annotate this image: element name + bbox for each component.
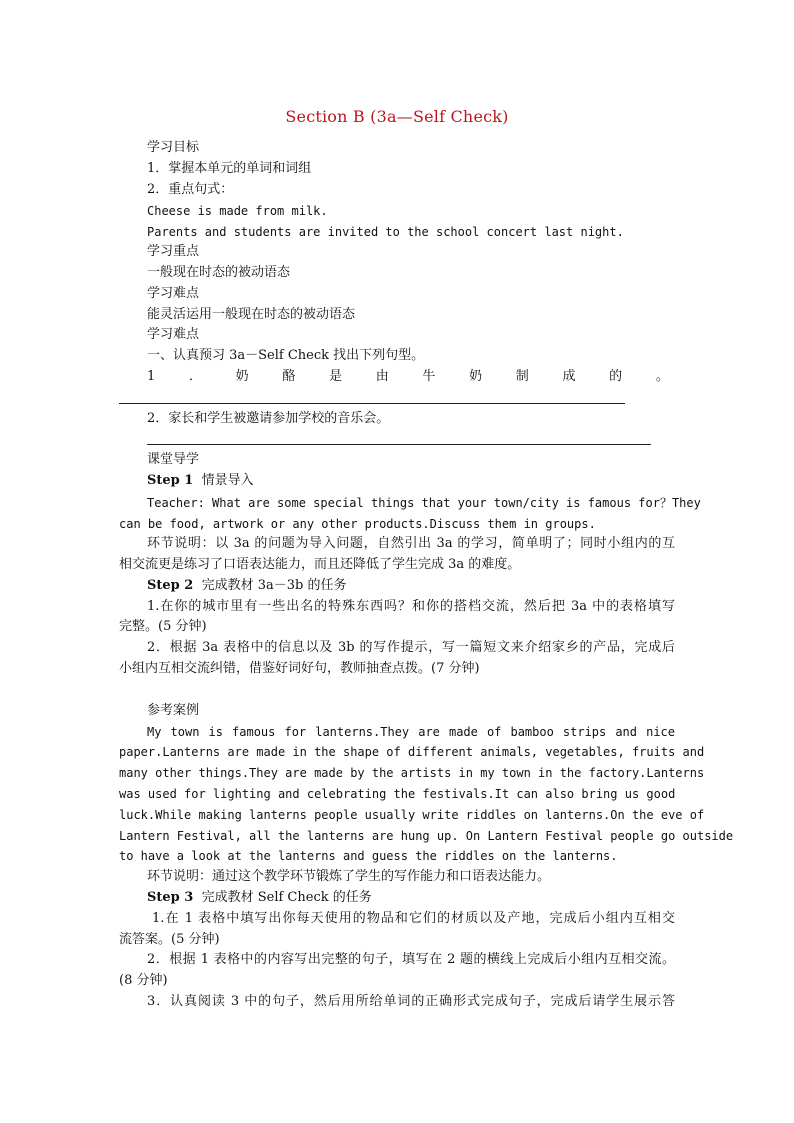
reference-line: My town is famous for lanterns.They are made of bamboo strips and nice [147, 725, 675, 739]
step-3-item-1-line-2: 流答案。(5 分钟) [119, 932, 220, 947]
reference-line: luck.While making lanterns people usually write riddles on lanterns.On the eve of [119, 808, 705, 822]
reference-line: Lantern Festival, all the lanterns are hung up. On Lantern Festival people go outside [119, 829, 734, 843]
step-2-title: 完成教材 3a－3b 的任务 [201, 578, 347, 593]
question-1 [147, 367, 669, 387]
step-2-item-2-line-1: 2．根据 3a 表格中的信息以及 3b 的写作提示，写一篇短文来介绍家乡的产品，完成后 [147, 640, 675, 655]
reference-line: to have a look at the lanterns and guess the riddles on the lanterns. [119, 849, 618, 863]
step-3-item-1-line-1: 1.在 1 表格中填写出你每天使用的物品和它们的材质以及产地，完成后小组内互相交 [152, 911, 675, 926]
key-points-text: 一般现在时态的被动语态 [147, 265, 291, 280]
question-2: 2．家长和学生被邀请参加学校的音乐会。 [147, 411, 390, 426]
step-1-heading [147, 471, 254, 491]
preview-task: 一、认真预习 3a－Self Check 找出下列句型。 [147, 348, 425, 363]
guide-heading: 课堂导学 [147, 452, 200, 467]
q1-char: 奶 [469, 369, 483, 384]
q1-char: 酪 [282, 369, 296, 384]
step-1-title: 情景导入 [201, 473, 254, 488]
step-3-label: Step 3 [147, 890, 194, 905]
key-sentence-2: Parents and students are invited to the school concert last night. [147, 225, 624, 239]
preview-heading: 学习难点 [147, 327, 200, 342]
difficulties-text: 能灵活运用一般现在时态的被动语态 [147, 307, 356, 322]
q1-char: 牛 [422, 369, 436, 384]
q1-char: 制 [515, 369, 529, 384]
note-1-line-1: 环节说明：以 3a 的问题为导入问题，自然引出 3a 的学习，简单明了；同时小组内的互 [147, 536, 675, 551]
teacher-line-1: Teacher: What are some special things that your town/city is famous for？They [147, 496, 701, 510]
step-2-label: Step 2 [147, 578, 194, 593]
key-sentence-1: Cheese is made from milk. [147, 204, 328, 218]
q1-char: ． [188, 369, 202, 384]
page-title: Section B (3a—Self Check) [285, 107, 509, 126]
step-3-item-3-line-1: 3．认真阅读 3 中的句子，然后用所给单词的正确形式完成句子，完成后请学生展示答 [147, 994, 675, 1009]
reference-line: many other things.They are made by the artists in my town in the factory.Lanterns [119, 766, 705, 780]
step-3-item-2-line-1: 2．根据 1 表格中的内容写出完整的句子，填写在 2 题的横线上完成后小组内互相交流。 [147, 952, 675, 967]
q1-char: 由 [375, 369, 389, 384]
q1-char: 是 [329, 369, 343, 384]
objectives-heading: 学习目标 [147, 140, 200, 155]
q1-char: 1 [147, 369, 156, 384]
step-2-item-1-line-2: 完整。(5 分钟) [119, 619, 207, 634]
objective-item-1: 1．掌握本单元的单词和词组 [147, 161, 312, 176]
note-1-line-2: 相交流更是练习了口语表达能力，而且还降低了学生完成 3a 的难度。 [119, 557, 521, 572]
reference-line: was used for lighting and celebrating the festivals.It can also bring us good [119, 787, 676, 801]
q1-char: 。 [655, 369, 669, 384]
key-points-heading: 学习重点 [147, 244, 200, 259]
step-3-heading [147, 888, 372, 908]
q1-char: 成 [562, 369, 576, 384]
difficulties-heading: 学习难点 [147, 286, 200, 301]
teacher-line-2: can be food, artwork or any other products.Discuss them in groups. [119, 517, 596, 531]
reference-heading: 参考案例 [147, 703, 200, 718]
note-2: 环节说明：通过这个教学环节锻炼了学生的写作能力和口语表达能力。 [147, 869, 551, 884]
step-3-item-2-line-2: (8 分钟) [119, 973, 168, 988]
reference-line: paper.Lanterns are made in the shape of different animals, vegetables, fruits and [119, 745, 705, 759]
step-1-label: Step 1 [147, 473, 194, 488]
answer-line-2[interactable] [147, 444, 651, 445]
q1-char: 奶 [235, 369, 249, 384]
answer-line-1[interactable] [119, 403, 625, 404]
step-2-heading [147, 576, 346, 596]
q1-char: 的 [609, 369, 623, 384]
step-2-item-2-line-2: 小组内互相交流纠错，借鉴好词好句，教师抽查点拨。(7 分钟) [119, 661, 480, 676]
step-2-item-1-line-1: 1.在你的城市里有一些出名的特殊东西吗？和你的搭档交流，然后把 3a 中的表格填写 [147, 599, 675, 614]
objective-item-2: 2．重点句式： [147, 182, 234, 197]
step-3-title: 完成教材 Self Check 的任务 [201, 890, 372, 905]
